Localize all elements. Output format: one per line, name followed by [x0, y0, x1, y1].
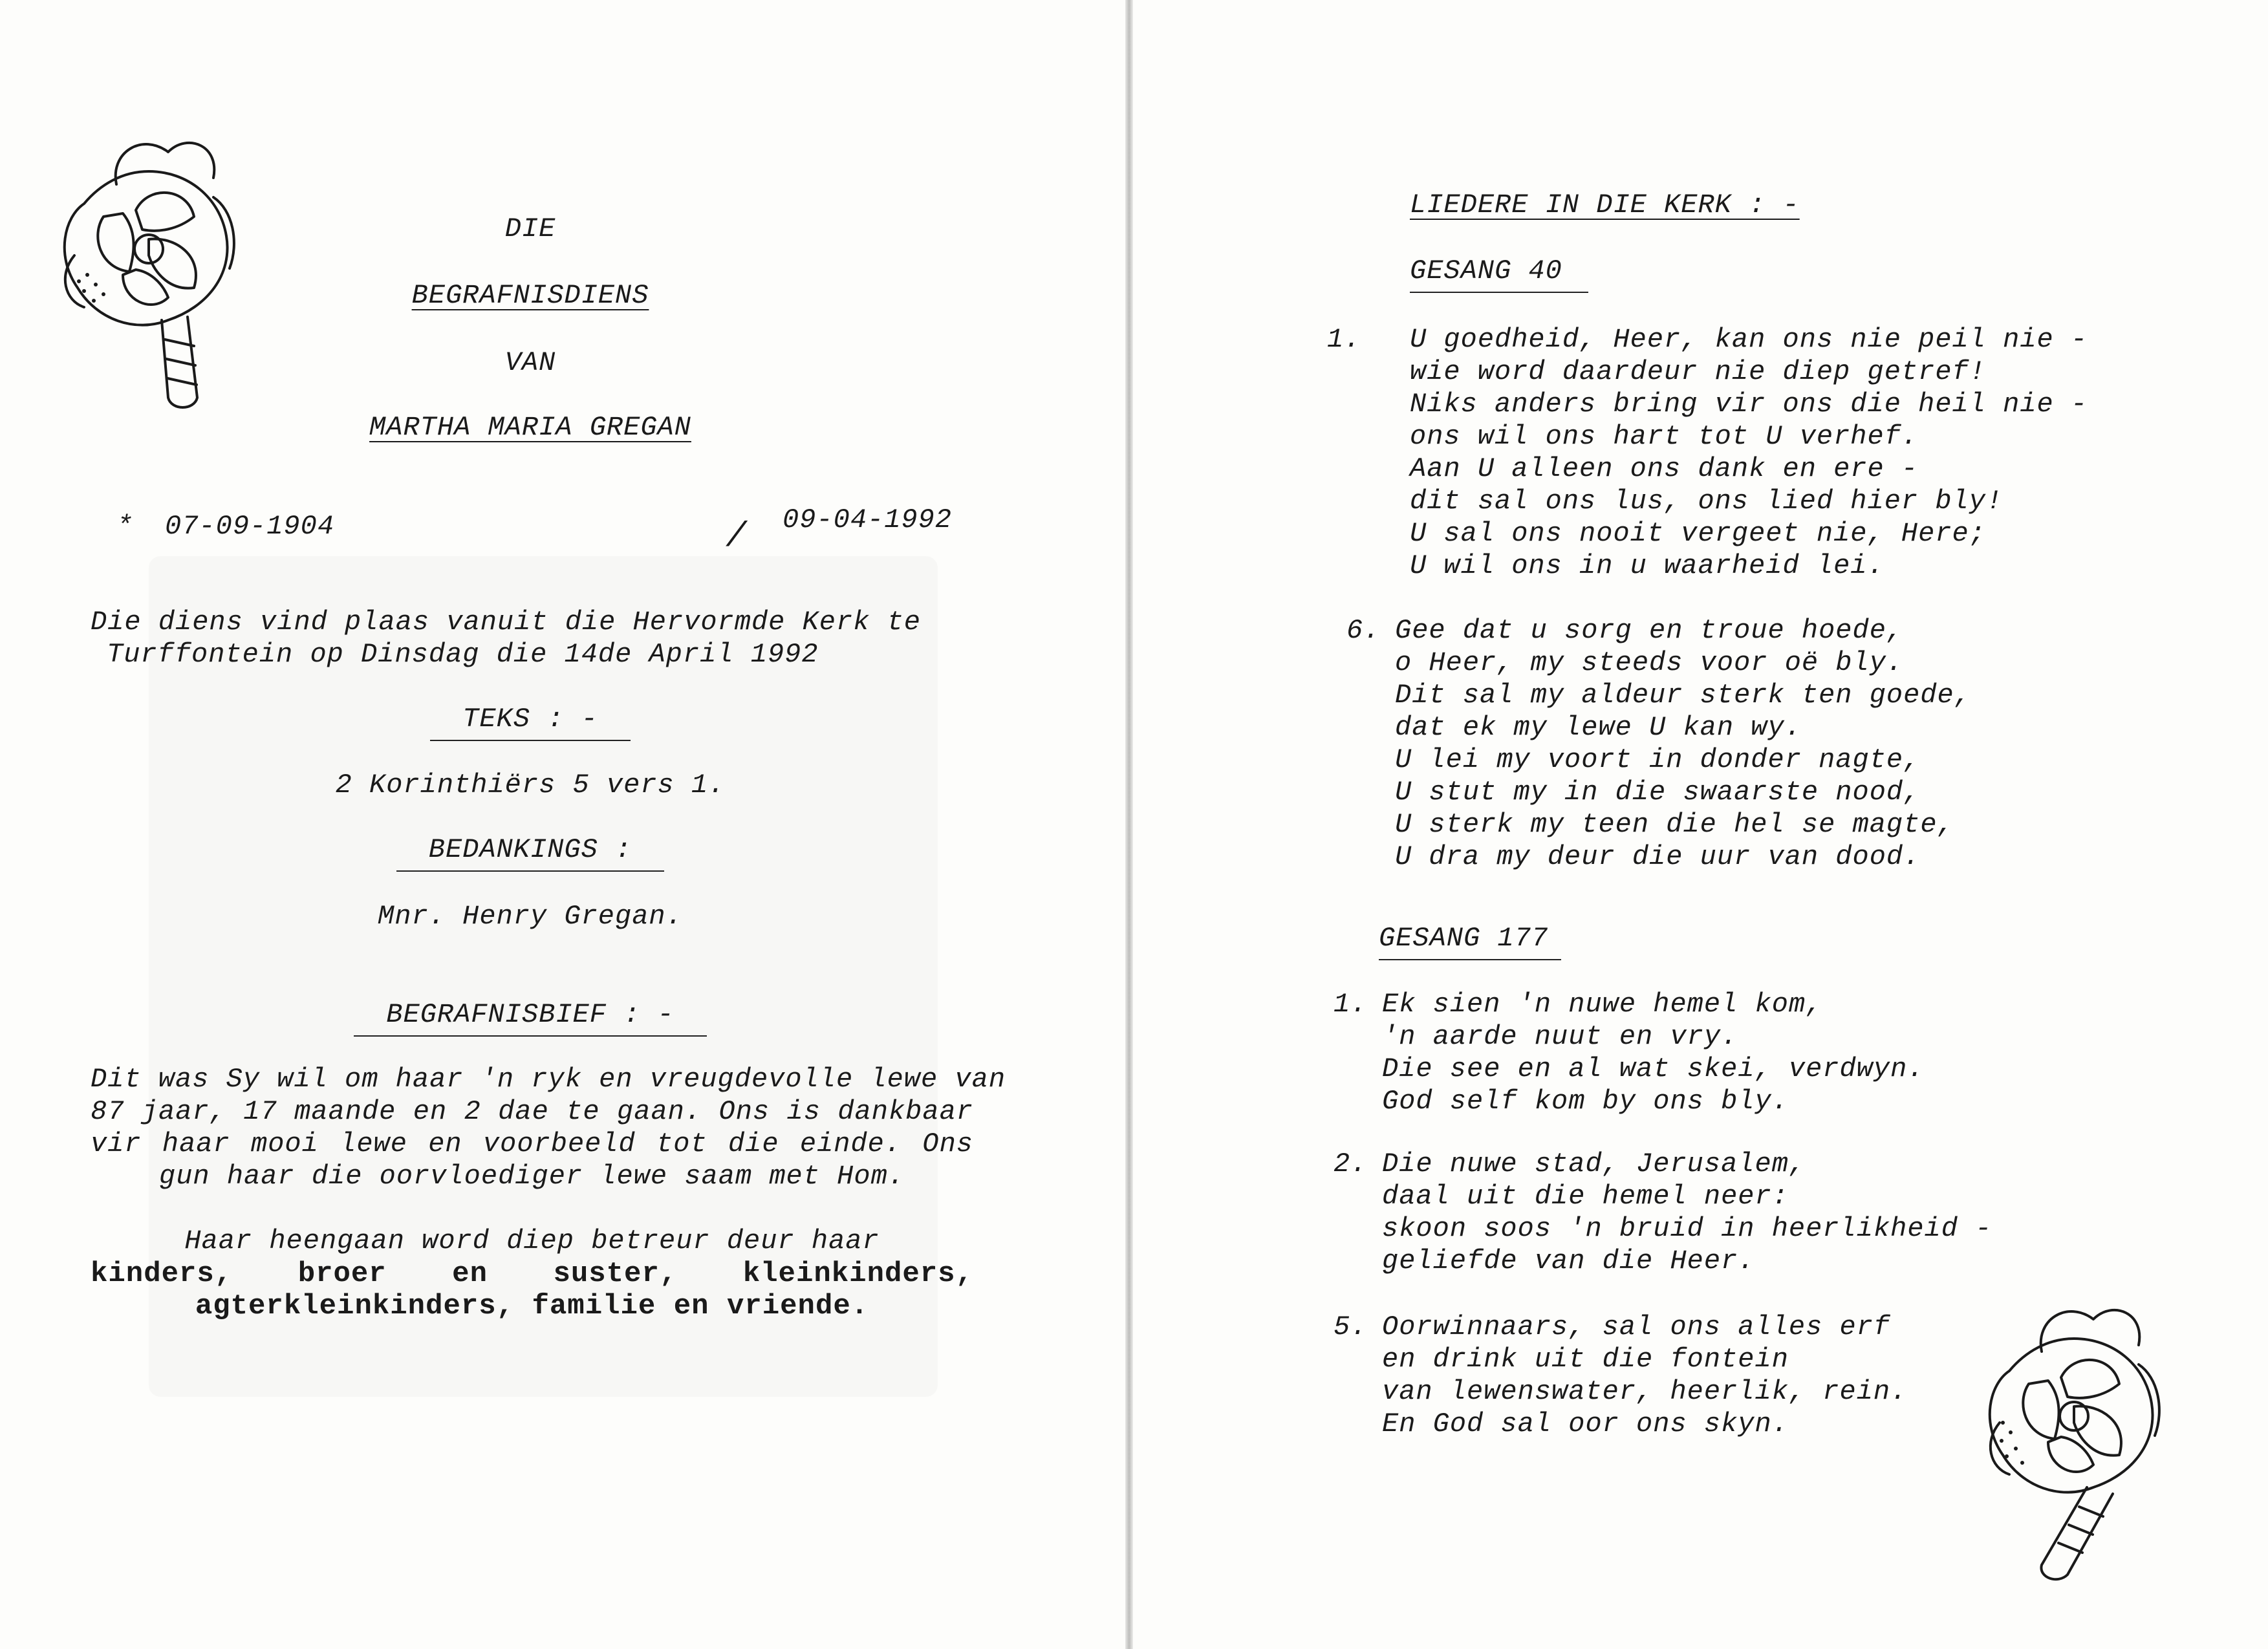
- verse-line: Die nuwe stad, Jerusalem,: [1382, 1148, 1806, 1180]
- verse-line: U goedheid, Heer, kan ons nie peil nie -: [1410, 324, 2088, 355]
- verse-number: 1.: [1327, 324, 1361, 355]
- teks-heading: [0, 704, 1061, 741]
- gesang-177-verse-2: [1334, 1148, 1992, 1277]
- verse-line: geliefde van die Heer.: [1382, 1245, 1755, 1277]
- bedankings-value: Mnr. Henry Gregan.: [378, 901, 683, 932]
- title-begrafnisdiens: [0, 280, 1061, 311]
- teks-heading-text: TEKS : -: [430, 704, 631, 741]
- verse-number: 5.: [1334, 1311, 1368, 1342]
- verse-number: 2.: [1334, 1148, 1368, 1180]
- verse-line: U wil ons in u waarheid lei.: [1410, 550, 1885, 581]
- verse-line: daal uit die hemel neer:: [1382, 1181, 1789, 1212]
- verse-line: U sterk my teen die hel se magte,: [1395, 809, 1954, 840]
- verse-line: Gee dat u sorg en troue hoede,: [1395, 615, 1904, 646]
- birth-date: 07-09-1904: [165, 511, 335, 542]
- verse-line: Oorwinnaars, sal ons alles erf: [1382, 1311, 1891, 1342]
- verse-line: dit sal ons lus, ons lied hier bly!: [1410, 486, 2003, 517]
- gesang-177-title-text: GESANG 177: [1379, 923, 1561, 960]
- teks-value: 2 Korinthiërs 5 vers 1.: [335, 770, 726, 801]
- verse-number: 6.: [1346, 615, 1381, 646]
- verse-line: Ek sien 'n nuwe hemel kom,: [1382, 989, 1823, 1020]
- mourn-word: kinders,: [91, 1258, 233, 1290]
- verse-line: o Heer, my steeds voor oë bly.: [1395, 647, 1904, 678]
- deceased-name: [0, 412, 1061, 443]
- verse-line: wie word daardeur nie diep getref!: [1410, 356, 1986, 387]
- verse-line: 'n aarde nuut en vry.: [1382, 1021, 1738, 1052]
- deceased-name-text: MARTHA MARIA GREGAN: [369, 412, 691, 443]
- verse-line: van lewenswater, heerlik, rein.: [1382, 1376, 1908, 1407]
- corsage-flower-icon: [1964, 1293, 2210, 1591]
- verse-line: ons wil ons hart tot U verhef.: [1410, 421, 1919, 452]
- bedankings-heading: [0, 834, 1061, 872]
- verse-line: dat ek my lewe U kan wy.: [1395, 712, 1802, 743]
- service-line-1: Die diens vind plaas vanuit die Hervormde Kerk te: [91, 607, 922, 638]
- mourn-line-3: agterkleinkinders, familie en vriende.: [195, 1290, 869, 1322]
- mourn-word: en: [452, 1258, 488, 1290]
- bedankings-heading-text: BEDANKINGS :: [396, 834, 664, 872]
- brief-line-3: vir haar mooi lewe en voorbeeld tot die einde. Ons: [91, 1128, 973, 1159]
- death-symbol: /: [726, 517, 748, 557]
- verse-line: U sal ons nooit vergeet nie, Here;: [1410, 518, 1986, 549]
- verse-number: 1.: [1334, 989, 1368, 1020]
- liedere-heading-text: LIEDERE IN DIE KERK : -: [1410, 189, 1800, 221]
- title-begrafnisdiens-text: BEGRAFNISDIENS: [411, 280, 649, 311]
- gesang-40-verse-1: [1327, 323, 2088, 582]
- verse-line: God self kom by ons bly.: [1382, 1086, 1789, 1117]
- liedere-heading: [1410, 189, 1800, 221]
- verse-line: U stut my in die swaarste nood,: [1395, 777, 1921, 808]
- verse-lines: [1382, 1148, 1992, 1277]
- gesang-177-title: [1379, 923, 1561, 960]
- gesang-40-title-text: GESANG 40: [1410, 255, 1588, 293]
- left-page: [0, 0, 1125, 1649]
- verse-line: Dit sal my aldeur sterk ten goede,: [1395, 680, 1971, 711]
- page-fold: [1125, 0, 1133, 1649]
- verse-line: En God sal oor ons skyn.: [1382, 1408, 1789, 1439]
- death-date: 09-04-1992: [783, 504, 953, 535]
- mourn-word: suster,: [553, 1258, 678, 1290]
- mourn-word: broer: [297, 1258, 387, 1290]
- verse-lines: [1410, 323, 2088, 582]
- begrafnisbrief-heading: [0, 999, 1061, 1037]
- right-page: [1133, 0, 2268, 1649]
- gesang-177-verse-1: [1334, 988, 1925, 1117]
- verse-lines: [1395, 614, 1971, 873]
- mourn-line-2: [91, 1258, 973, 1290]
- mourn-line-1: Haar heengaan word diep betreur deur haar: [184, 1225, 880, 1256]
- verse-line: U dra my deur die uur van dood.: [1395, 841, 1921, 872]
- brief-line-1: Dit was Sy wil om haar 'n ryk en vreugdevolle lewe van: [91, 1064, 1006, 1095]
- verse-line: Niks anders bring vir ons die heil nie -: [1410, 389, 2088, 420]
- birth-symbol: *: [116, 511, 134, 542]
- gesang-40-verse-6: [1346, 614, 1971, 873]
- brief-line-2: 87 jaar, 17 maande en 2 dae te gaan. Ons is dankbaar: [91, 1096, 973, 1127]
- verse-line: en drink uit die fontein: [1382, 1344, 1789, 1375]
- verse-line: skoon soos 'n bruid in heerlikheid -: [1382, 1213, 1993, 1244]
- verse-lines: [1382, 988, 1925, 1117]
- service-line-2: Turffontein op Dinsdag die 14de April 1992: [107, 639, 819, 670]
- begrafnisbrief-heading-text: BEGRAFNISBIEF : -: [354, 999, 706, 1037]
- title-die: DIE: [504, 213, 556, 244]
- title-van: VAN: [504, 347, 556, 378]
- gesang-177-verse-5: [1334, 1311, 1907, 1440]
- verse-line: Aan U alleen ons dank en ere -: [1410, 453, 1919, 484]
- corsage-flower-icon: [39, 126, 285, 424]
- brief-line-4: gun haar die oorvloediger lewe saam met Hom.: [159, 1161, 905, 1192]
- verse-lines: [1382, 1311, 1907, 1440]
- mourn-word: kleinkinders,: [742, 1258, 973, 1290]
- verse-line: U lei my voort in donder nagte,: [1395, 744, 1921, 775]
- gesang-40-title: [1410, 255, 1588, 293]
- verse-line: Die see en al wat skei, verdwyn.: [1382, 1053, 1925, 1084]
